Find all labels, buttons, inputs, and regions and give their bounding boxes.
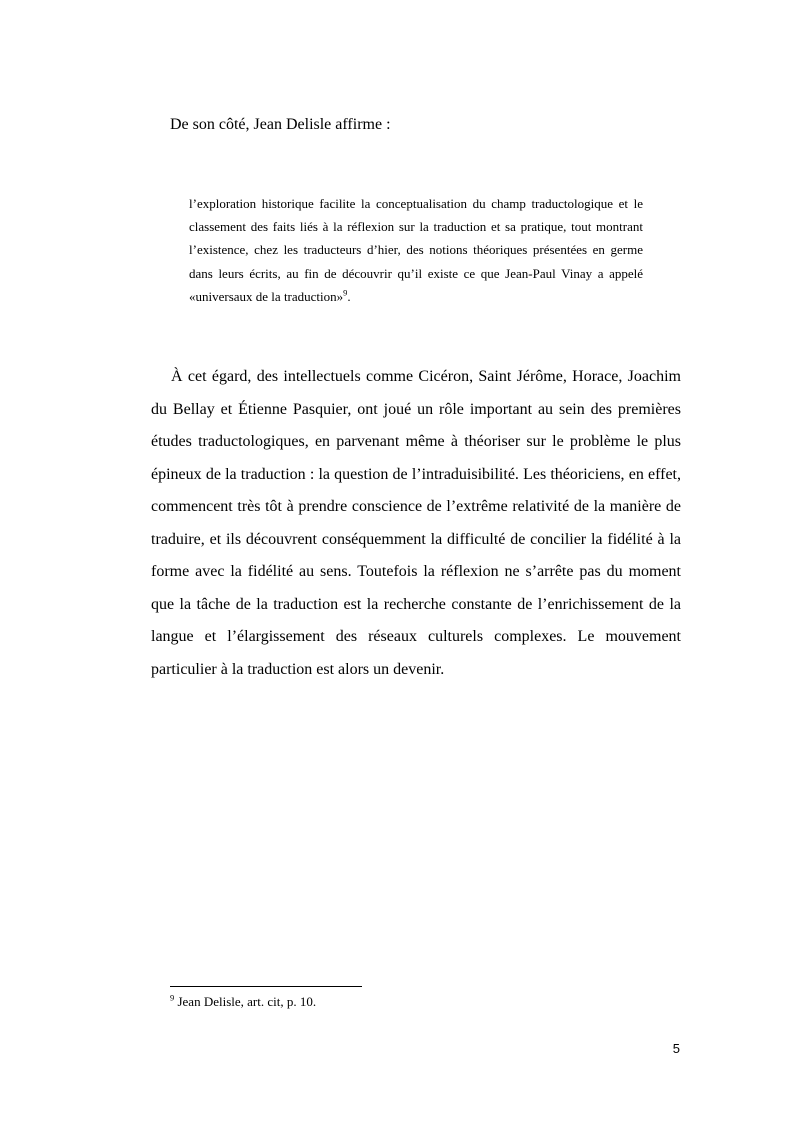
- footnote: [170, 993, 670, 1011]
- quote-text: l’exploration historique facilite la conceptualisation du champ traductologique et le classement des faits liés à la réflexion sur la traduction et sa pratique, tout montrant l’existence, chez les traducteurs d’hier, des notions théoriques présentées en germe dans leurs écrits, au fin de découvrir qu’il existe ce que Jean-Paul Vinay a appelé «universaux de la traduction»: [189, 196, 643, 304]
- footnote-number: 9: [170, 992, 175, 1003]
- body-paragraph: À cet égard, des intellectuels comme Cicéron, Saint Jérôme, Horace, Joachim du Bellay et Étienne Pasquier, ont joué un rôle important au sein des premières études traductologiques, en parvenant même à théoriser sur le problème le plus épineux de la traduction : la question de l’intraduisibilité. Les théoriciens, en effet, commencent très tôt à prendre conscience de l’extrême relativité de la manière de traduire, et ils découvrent conséquemment la difficulté de concilier la fidélité à la forme avec la fidélité au sens. Toutefois la réflexion ne s’arrête pas du moment que la tâche de la traduction est la recherche constante de l’enrichissement de la langue et l’élargissement des réseaux culturels complexes. Le mouvement particulier à la traduction est alors un devenir.: [151, 368, 681, 678]
- quote-end: .: [347, 288, 351, 304]
- block-quote: [189, 192, 643, 308]
- quote-footnote-ref: 9: [343, 287, 348, 298]
- page-number: 5: [672, 1041, 680, 1056]
- footnote-text: Jean Delisle, art. cit, p. 10.: [174, 994, 317, 1009]
- intro-sentence: De son côté, Jean Delisle affirme :: [170, 116, 391, 133]
- footnote-separator: [170, 986, 362, 987]
